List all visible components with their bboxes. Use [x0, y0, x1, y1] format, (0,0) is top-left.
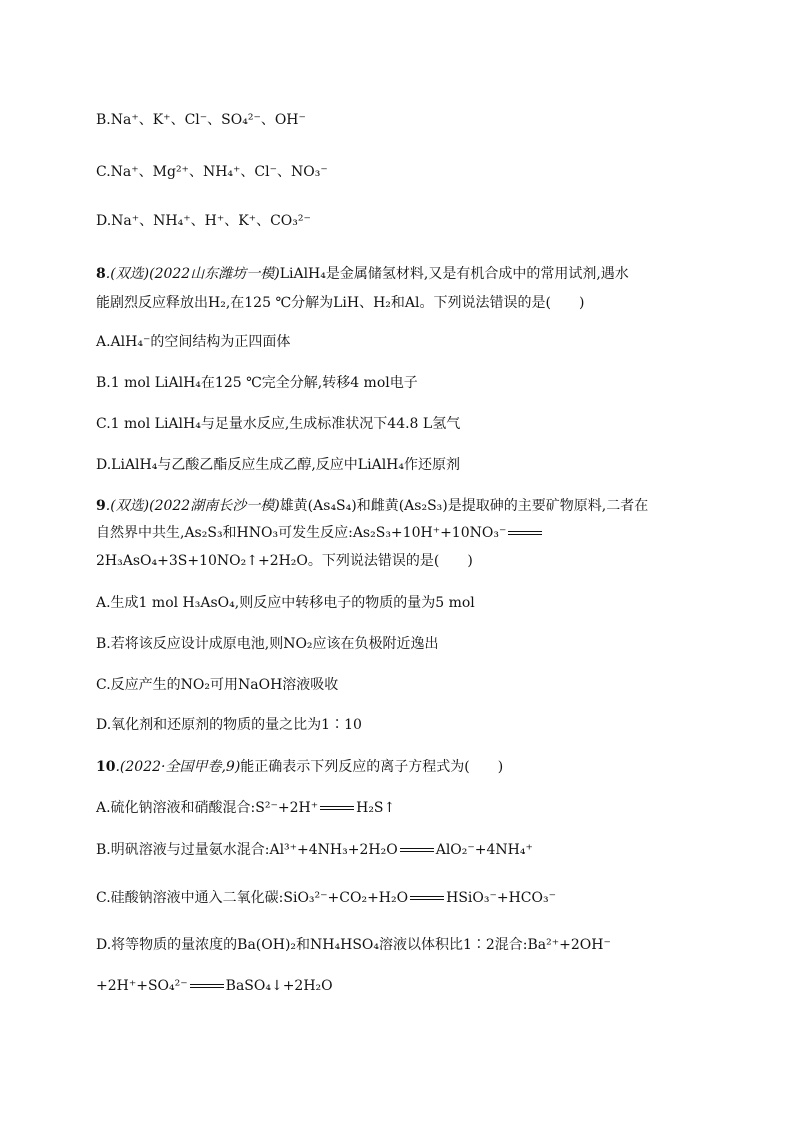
q9-source: .(双选)(2022湖南长沙一模)	[105, 498, 280, 514]
q9-stem-line1	[96, 496, 716, 516]
q8-option-a: A.AlH₄⁻的空间结构为正四面体	[96, 334, 291, 350]
equals-sign-icon	[410, 896, 444, 900]
q8-stem-line1	[96, 264, 716, 284]
q7-option-c: C.Na⁺、Mg²⁺、NH₄⁺、Cl⁻、NO₃⁻	[96, 164, 328, 180]
q10-stem-text: 能正确表示下列反应的离子方程式为( )	[240, 759, 504, 775]
q9-stem-text1: 雄黄(As₄S₄)和雌黄(As₂S₃)是提取砷的主要矿物原料,二者在	[279, 498, 649, 514]
q8-stem-line2: 能剧烈反应释放出H₂,在125 ℃分解为LiH、H₂和Al。下列说法错误的是( )	[96, 295, 585, 311]
q10-option-c	[96, 888, 716, 908]
q9-option-b: B.若将该反应设计成原电池,则NO₂应该在负极附近逸出	[96, 636, 439, 652]
q8-stem-text1: LiAlH₄是金属储氢材料,又是有机合成中的常用试剂,遇水	[279, 266, 629, 282]
q8-option-d: D.LiAlH₄与乙酸乙酯反应生成乙醇,反应中LiAlH₄作还原剂	[96, 457, 460, 473]
equals-sign-icon	[400, 848, 434, 852]
q9-stem-text2: 自然界中共生,As₂S₃和HNO₃可发生反应:As₂S₃+10H⁺+10NO₃⁻	[96, 525, 507, 541]
q10-source: .(2022·全国甲卷,9)	[115, 759, 241, 775]
q10-option-d-line1: D.将等物质的量浓度的Ba(OH)₂和NH₄HSO₄溶液以体积比1∶2混合:Ba²⁺+2OH⁻	[96, 937, 611, 953]
q10-option-b	[96, 840, 716, 860]
q9-number: 9	[96, 498, 106, 514]
q10-option-b-left: B.明矾溶液与过量氨水混合:Al³⁺+4NH₃+2H₂O	[96, 842, 398, 858]
q9-option-c: C.反应产生的NO₂可用NaOH溶液吸收	[96, 677, 339, 693]
q8-option-b: B.1 mol LiAlH₄在125 ℃完全分解,转移4 mol电子	[96, 375, 418, 391]
q10-option-c-right: HSiO₃⁻+HCO₃⁻	[446, 890, 556, 906]
q10-option-d-left: +2H⁺+SO₄²⁻	[96, 978, 188, 994]
q10-number: 10	[96, 759, 116, 775]
q10-option-b-right: AlO₂⁻+4NH₄⁺	[435, 842, 533, 858]
equals-sign-icon	[190, 984, 224, 988]
q8-option-c: C.1 mol LiAlH₄与足量水反应,生成标准状况下44.8 L氢气	[96, 416, 461, 432]
q8-source: .(双选)(2022山东潍坊一模)	[105, 266, 280, 282]
equals-sign-icon	[320, 806, 354, 810]
q9-option-d: D.氧化剂和还原剂的物质的量之比为1∶10	[96, 717, 362, 733]
q7-option-b: B.Na⁺、K⁺、Cl⁻、SO₄²⁻、OH⁻	[96, 112, 306, 128]
q7-option-d: D.Na⁺、NH₄⁺、H⁺、K⁺、CO₃²⁻	[96, 213, 311, 229]
q10-option-d-line2	[96, 976, 716, 996]
q10-option-a	[96, 798, 716, 818]
equals-sign-icon	[508, 531, 542, 535]
q10-option-a-right: H₂S↑	[356, 800, 396, 816]
q9-option-a: A.生成1 mol H₃AsO₄,则反应中转移电子的物质的量为5 mol	[96, 595, 475, 611]
q10-option-d-right: BaSO₄↓+2H₂O	[225, 978, 333, 994]
q10-stem	[96, 757, 716, 777]
q10-option-c-left: C.硅酸钠溶液中通入二氧化碳:SiO₃²⁻+CO₂+H₂O	[96, 890, 409, 906]
q9-stem-line3: 2H₃AsO₄+3S+10NO₂↑+2H₂O。下列说法错误的是( )	[96, 553, 473, 569]
q9-stem-line2	[96, 523, 716, 543]
q8-number: 8	[96, 266, 106, 282]
q10-option-a-left: A.硫化钠溶液和硝酸混合:S²⁻+2H⁺	[96, 800, 319, 816]
